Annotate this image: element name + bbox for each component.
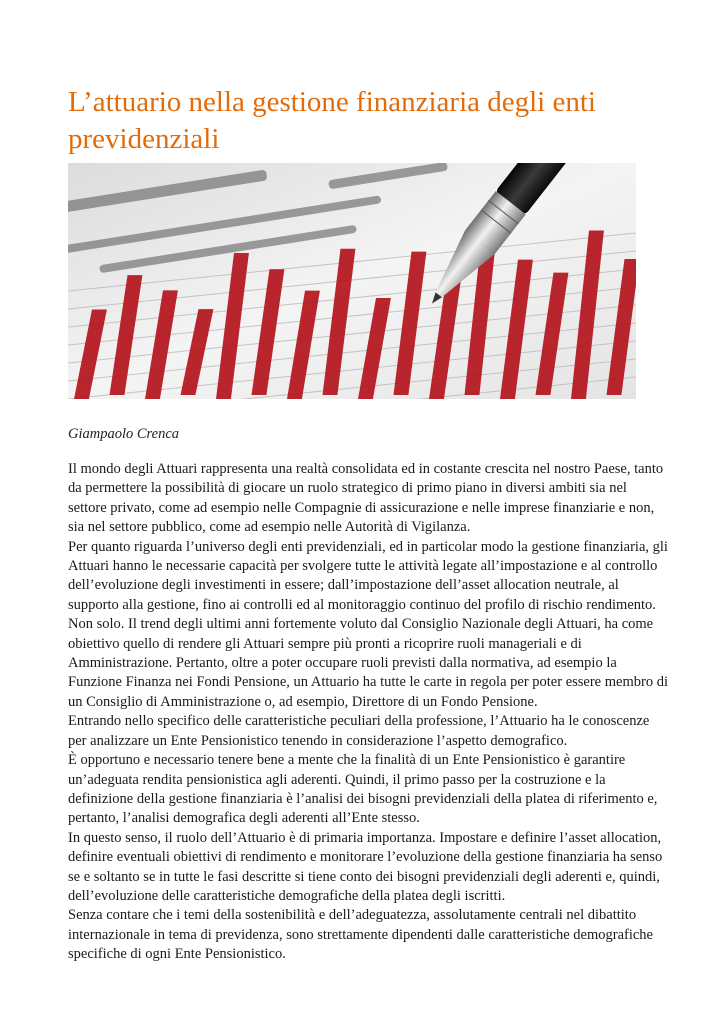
article-paragraph: Entrando nello specifico delle caratteristiche peculiari della professione, l’Attuario ha le conoscenze per analizzare un Ente Pensionistico tenendo in considerazione l’aspetto demografico.: [68, 713, 650, 749]
author-name: Giampaolo Crenca: [68, 426, 180, 442]
article-body: [68, 460, 668, 965]
article-title: L’attuario nella gestione finanziaria degli enti previdenziali: [68, 86, 596, 155]
article-paragraph: Il mondo degli Attuari rappresenta una realtà consolidata ed in costante crescita nel nostro Paese, tanto da permettere la possibilità di giocare un ruolo strategico di primo piano in diversi ambiti sia nel settore privato, come ad esempio nelle Compagnie di assicurazione e nelle imprese finanziarie e non, sia nel settore pubblico, come ad esempio nelle Autorità di Vigilanza.: [68, 461, 664, 536]
bar-chart-pen-illustration: [68, 163, 636, 399]
article-paragraph: Per quanto riguarda l’universo degli enti previdenziali, ed in particolar modo la gestione finanziaria, gli Attuari hanno le necessarie capacità per svolgere tutte le attività legate all’impostazione e al controllo dell’evoluzione degli investimenti in essere; dall’impostazione dell’asset allocation neutrale, al supporto alla gestione, fino ai controlli ed al monitoraggio continuo del profilo di rischio rendimento.: [68, 538, 668, 613]
article-paragraph: Non solo. Il trend degli ultimi anni fortemente voluto dal Consiglio Nazionale degli Attuari, ha come obiettivo quello di rendere gli Attuari sempre più pronti a ricoprire ruoli manageriali e di Amministrazione. Pertanto, oltre a poter occupare ruoli previsti dalla normativa, ad esempio la Funzione Finanza nei Fondi Pensione, un Attuario ha tutte le carte in regola per poter essere membro di un Consiglio di Amministrazione o, ad esempio, Direttore di un Fondo Pensione.: [68, 616, 668, 710]
article-paragraph: In questo senso, il ruolo dell’Attuario è di primaria importanza. Impostare e definire l’asset allocation, definire eventuali obiettivi di rendimento e monitorare l’evoluzione della gestione finanziaria ha senso se e soltanto se in tutte le fasi descritte si tiene conto dei bisogni previdenziali degli aderenti e, quindi, dell’evoluzione delle caratteristiche demografiche della platea degli iscritti.: [68, 829, 663, 904]
article-paragraph: Senza contare che i temi della sostenibilità e dell’adeguatezza, assolutamente centrali nel dibattito internazionale in tema di previdenza, sono strettamente dipendenti dalle caratteristiche demografiche specifiche di ogni Ente Pensionistico.: [68, 907, 653, 963]
hero-image: [68, 163, 636, 399]
article-paragraph: È opportuno e necessario tenere bene a mente che la finalità di un Ente Pensionistico è garantire un’adeguata rendita pensionistica agli aderenti. Quindi, il primo passo per la costruzione e la definizione della gestione finanziaria è l’analisi dei bisogni previdenziali della platea di riferimento e, pertanto, l’analisi demografica degli aderenti all’Ente stesso.: [68, 752, 658, 827]
